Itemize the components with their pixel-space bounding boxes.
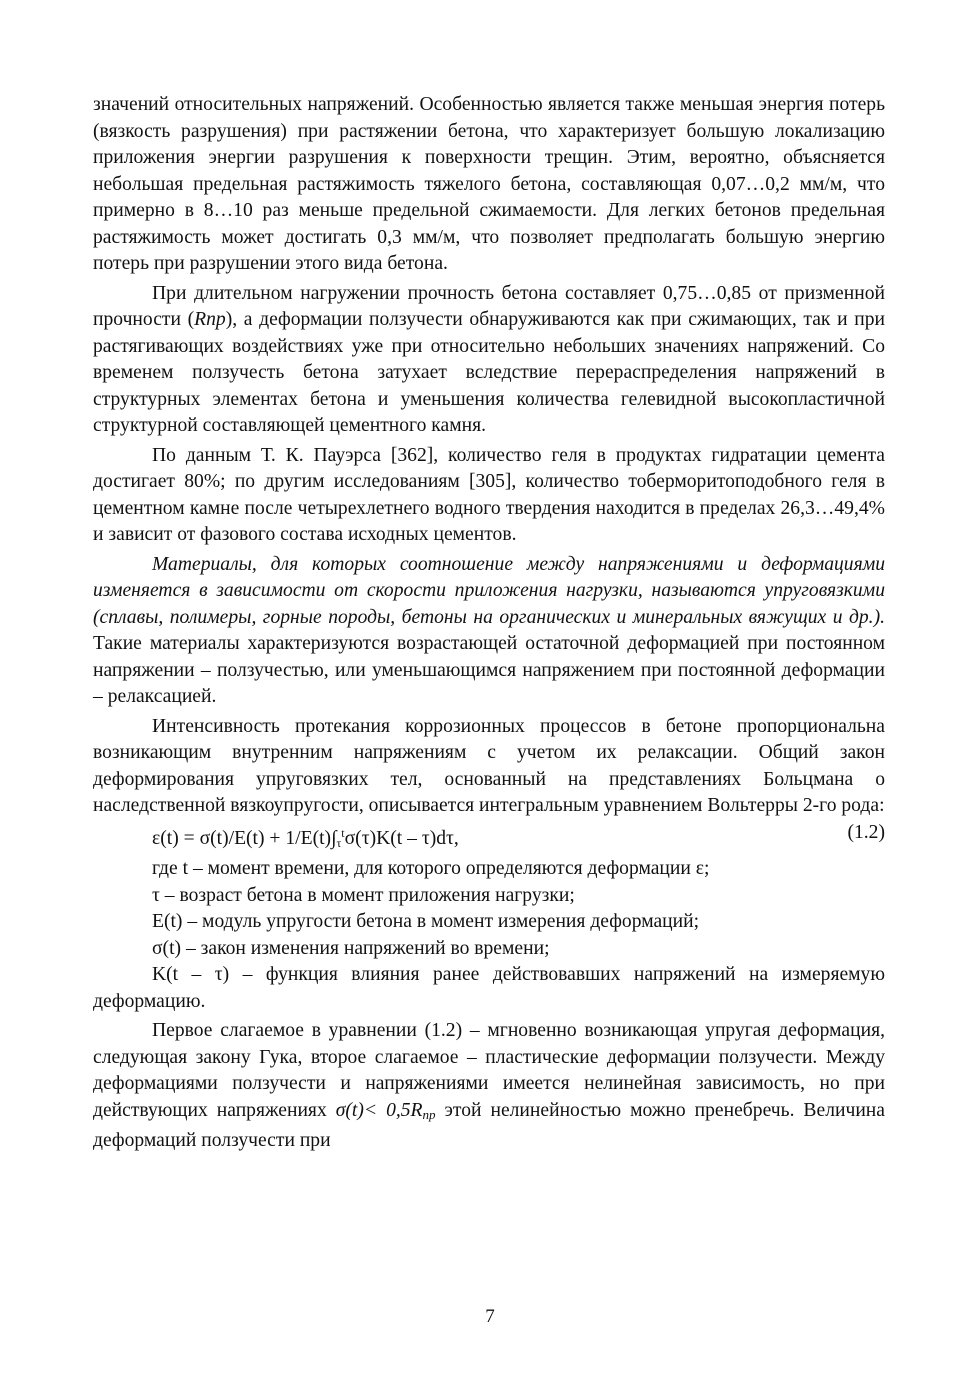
text-fragment: При длительном нагружении прочность бетона составляет 0,75…0,85 от призменной прочности ( — [93, 282, 885, 330]
prism-strength-symbol: Rnp — [194, 309, 226, 330]
equation-number: (1.2) — [847, 821, 885, 843]
page-number: 7 — [485, 1306, 495, 1327]
equation-part: ε(t) = σ(t)/E(t) + 1/E(t)∫ — [152, 827, 337, 849]
definition-kernel: K(t – τ) – функция влияния ранее действовавших напряжений на измеряемую деформацию. — [93, 964, 885, 1012]
paragraph-viscoelastic-materials — [93, 552, 885, 711]
equation-body — [152, 820, 459, 857]
definition-tau: τ – возраст бетона в момент приложения нагрузки; — [152, 884, 575, 906]
stress-condition-main: σ(t)< 0,5R — [335, 1099, 423, 1121]
equation-volterra — [93, 820, 885, 857]
text-fragment: ), а деформации ползучести обнаруживаются как при сжимающих, так и при растягивающих воздействиях уже при относительно небольших значениях напряжений. Со временем ползучесть бетона затухает вследствие перераспределения напряжений в структурных элементах бетона и уменьшения количества гелевидной высокопластичной структурной составляющей цементного камня. — [93, 309, 885, 436]
paragraph-corrosion-intensity: Интенсивность протекания коррозионных процессов в бетоне пропорциональна возникающим внутренним напряжениям с учетом их релаксации. Общий закон деформирования упруговязких тел, основанный на представлениях Больцмана о наследственной вязкоупругости, описывается интегральным уравнением Вольтерры 2-го рода: — [93, 715, 885, 816]
paragraph-tensile-strain: значений относительных напряжений. Особенностью является также меньшая энергия потерь (вязкость разрушения) при растяжении бетона, что характеризует большую локализацию приложения энергии разрушения к поверхности трещин. Этим, вероятно, объясняется небольшая предельная растяжимость тяжелого бетона, составляющая 0,07…0,2 мм/м, что примерно в 8…10 раз меньше предельной сжимаемости. Для легких бетонов предельная растяжимость может достигать 0,3 мм/м, что позволяет предполагать большую энергию потерь при разрушении этого вида бетона. — [93, 94, 885, 274]
text-fragment: этой нелинейностью можно пренебречь. Величина деформаций ползучести при — [93, 1099, 885, 1151]
equation-part: σ(τ)K(t – τ)dτ, — [344, 827, 459, 849]
paragraph-long-term-loading — [93, 281, 885, 440]
integral-upper-limit: t — [341, 825, 345, 840]
definition-t: где t – момент времени, для которого определяются деформации ε; — [152, 858, 710, 879]
text-fragment: Первое слагаемое в уравнении (1.2) – мгновенно возникающая упругая деформация, следующая закону Гука, второе слагаемое – пластические деформации ползучести. Между деформациями ползучести и напряжениями имеется нелинейная зависимость, но при действующих напряжениях — [93, 1020, 885, 1121]
integral-lower-limit: τ — [336, 835, 342, 850]
stress-condition — [336, 1100, 436, 1121]
page-body — [93, 92, 885, 1155]
definition-sigma: σ(t) – закон изменения напряжений во времени; — [152, 937, 550, 959]
paragraph-powers-gel: По данным Т. К. Пауэрса [362], количество геля в продуктах гидратации цемента достигает 80%; по другим исследованиям [305], количество тоберморитоподобного геля в цементном камне после четырехлетнего водного твердения находится в пределах 26,3…49,4% и зависит от фазового состава исходных цементов. — [93, 444, 885, 545]
text-fragment: Такие материалы характеризуются возрастающей остаточной деформацией при постоянном напряжении – ползучестью, или уменьшающимся напряжением при постоянной деформации – релаксацией. — [93, 633, 885, 707]
definition-e: E(t) – модуль упругости бетона в момент измерения деформаций; — [152, 911, 700, 932]
stress-condition-subscript: пр — [422, 1106, 436, 1122]
definition-italic: Материалы, для которых соотношение между напряжениями и деформациями изменяется в зависимости от скорости приложения нагрузки, называются упруговязкими (сплавы, полимеры, горные породы, бетоны на органических и минеральных вяжущих и др.). — [93, 553, 885, 628]
paragraph-first-term — [93, 1018, 885, 1155]
